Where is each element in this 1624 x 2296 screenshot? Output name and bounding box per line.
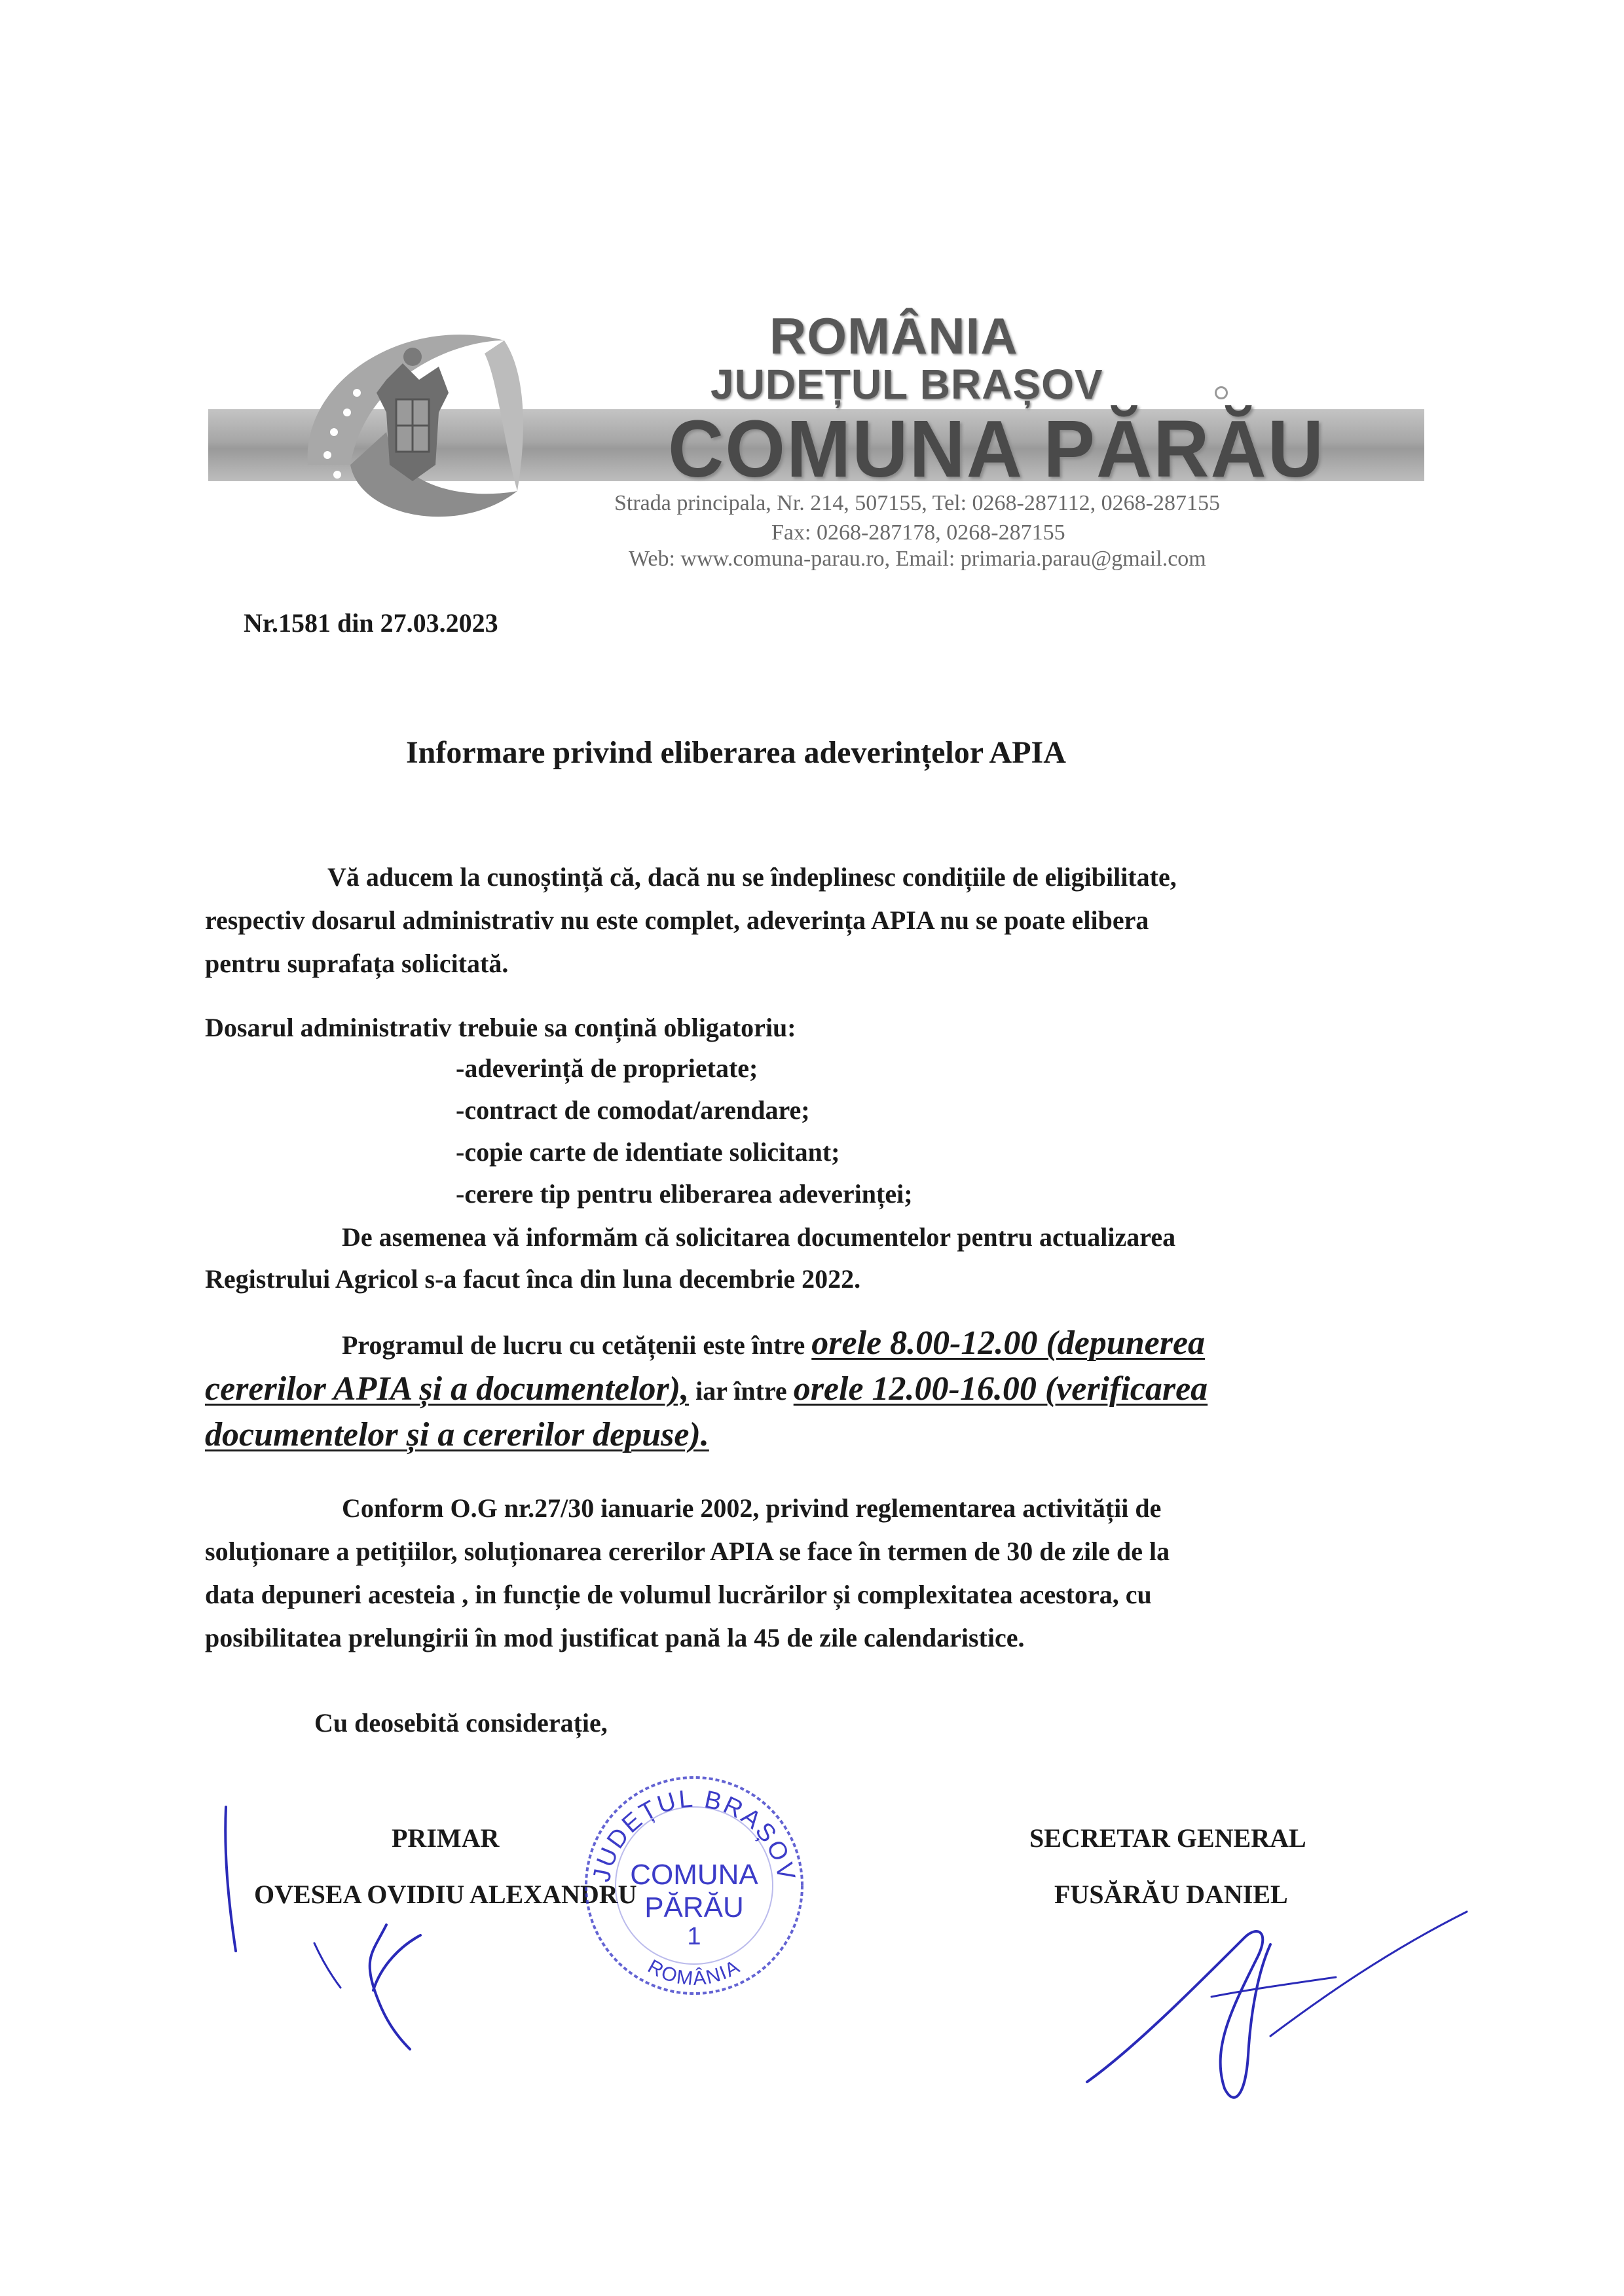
- schedule-line2: [205, 1368, 1208, 1412]
- letterhead-fax: Fax: 0268-287178, 0268-287155: [771, 520, 1065, 545]
- list-item: -contract de comodat/arendare;: [456, 1095, 810, 1125]
- official-stamp: [576, 1768, 812, 2003]
- mayor-name: OVESEA OVIDIU ALEXANDRU: [254, 1880, 637, 1909]
- paragraph5-line1: Conform O.G nr.27/30 ianuarie 2002, privind reglementarea activității de: [342, 1493, 1162, 1523]
- list-item: -copie carte de identiate solicitant;: [456, 1137, 840, 1167]
- secretary-title: SECRETAR GENERAL: [1029, 1823, 1306, 1853]
- list-item: -cerere tip pentru eliberarea adeverinței;: [456, 1179, 913, 1209]
- schedule-hours-verification: orele 12.00-16.00 (verificarea: [793, 1370, 1208, 1408]
- registration-number: Nr.1581 din 27.03.2023: [244, 608, 498, 638]
- mayor-title: PRIMAR: [392, 1823, 500, 1853]
- list-item: -adeverință de proprietate;: [456, 1053, 758, 1083]
- document-title: Informare privind eliberarea adeverințelor APIA: [406, 735, 1066, 770]
- stamp-bottom-text: ROMÂNIA: [644, 1956, 745, 1990]
- romanian-coat-of-arms-icon: [288, 301, 537, 550]
- schedule-verification-detail: documentelor și a cererilor depuse).: [205, 1416, 709, 1453]
- schedule-hours-submission: orele 8.00-12.00 (depunerea: [811, 1324, 1206, 1362]
- closing-salutation: Cu deosebită considerație,: [314, 1708, 608, 1738]
- paragraph5-line3: data depuneri acesteia , in funcție de volumul lucrărilor și complexitatea acestora, cu: [205, 1580, 1152, 1609]
- mayor-signature: [210, 1794, 485, 2056]
- schedule-submission-detail: cererilor APIA și a documentelor),: [205, 1370, 690, 1408]
- stamp-top-text: JUDEȚUL BRAȘOV: [587, 1785, 801, 1885]
- schedule-line1: [342, 1322, 1205, 1366]
- paragraph1-line1: Vă aducem la cunoștință că, dacă nu se îndeplinesc condițiile de eligibilitate,: [327, 862, 1177, 892]
- secretary-name: FUSĂRĂU DANIEL: [1054, 1880, 1288, 1909]
- paragraph5-line4: posibilitatea prelungirii în mod justificat pană la 45 de zile calendaristice.: [205, 1623, 1025, 1652]
- paragraph1-line3: pentru suprafața solicitată.: [205, 949, 509, 978]
- letterhead-country: ROMÂNIA: [769, 307, 1018, 365]
- paragraph1-line2: respectiv dosarul administrativ nu este complet, adeverința APIA nu se poate elibera: [205, 905, 1149, 935]
- paragraph3-line2: Registrului Agricol s-a facut înca din luna decembrie 2022.: [205, 1264, 861, 1294]
- secretary-signature: [1074, 1899, 1493, 2108]
- schedule-connector: iar între: [695, 1376, 787, 1406]
- stamp-number: 1: [687, 1923, 701, 1950]
- paragraph2-intro: Dosarul administrativ trebuie sa conțină obligatoriu:: [205, 1013, 796, 1042]
- stamp-line2: PĂRĂU: [644, 1891, 744, 1923]
- letterhead-web: Web: www.comuna-parau.ro, Email: primaria.parau@gmail.com: [629, 547, 1206, 571]
- paragraph5-line2: soluționare a petițiilor, soluționarea cererilor APIA se face în termen de 30 de zile de la: [205, 1537, 1170, 1566]
- letterhead-dot: [1215, 386, 1228, 399]
- stamp-line1: COMUNA: [630, 1859, 758, 1891]
- schedule-intro: Programul de lucru cu cetățenii este între: [342, 1330, 805, 1360]
- letterhead-commune: COMUNA PĂRĂU: [668, 403, 1325, 495]
- schedule-line3: [205, 1414, 709, 1458]
- letterhead-county: JUDEȚUL BRAȘOV: [710, 361, 1103, 408]
- letterhead-address: Strada principala, Nr. 214, 507155, Tel: 0268-287112, 0268-287155: [614, 491, 1220, 515]
- paragraph3-line1: De asemenea vă informăm că solicitarea documentelor pentru actualizarea: [342, 1222, 1176, 1252]
